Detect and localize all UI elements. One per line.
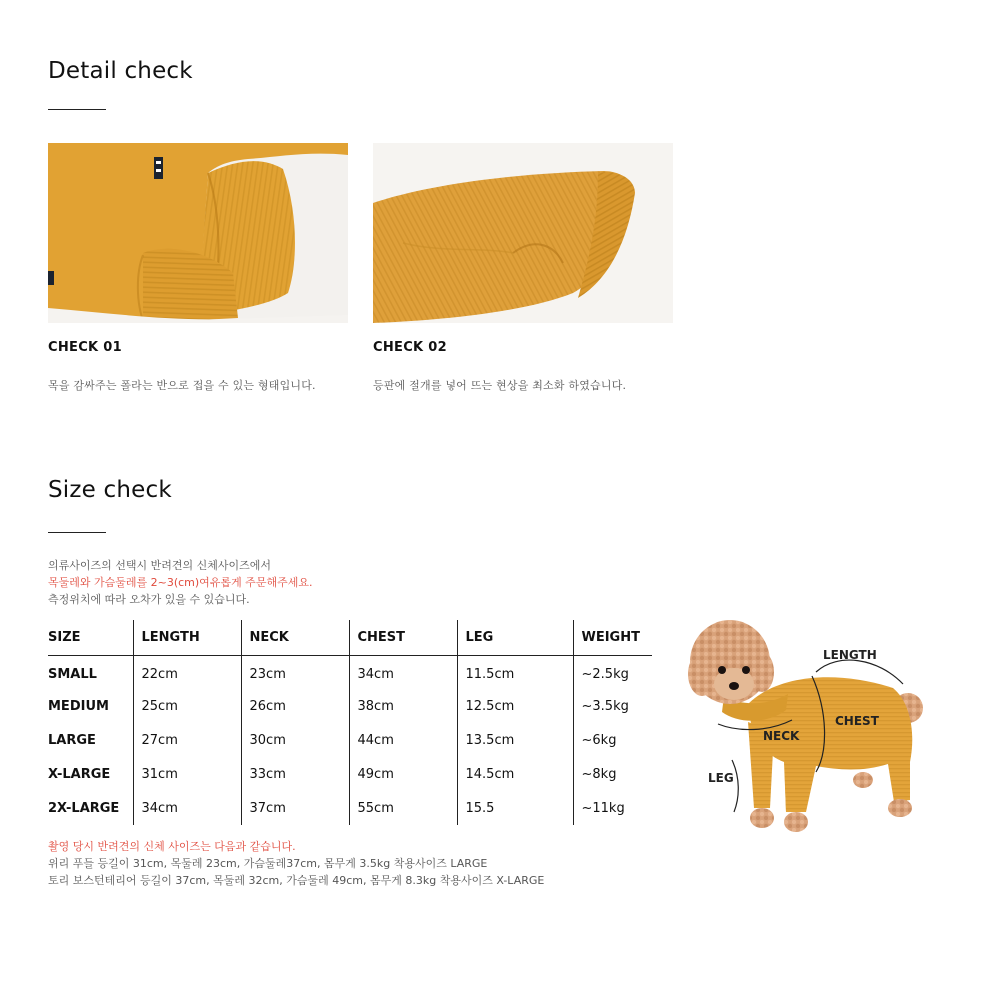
neck-label: NECK — [763, 729, 800, 743]
chest-cell: 49cm — [349, 757, 457, 791]
model-note-line-2: 위리 푸들 등길이 31cm, 목둘레 23cm, 가슴둘레37cm, 몸무게 3.5kg 착용사이즈 LARGE — [48, 857, 488, 870]
table-row — [48, 757, 652, 791]
table-row — [48, 689, 652, 723]
weight-cell: ~11kg — [581, 800, 625, 816]
table-row — [48, 655, 652, 689]
weight-cell: ~6kg — [581, 732, 617, 748]
leg-cell: 12.5cm — [457, 689, 573, 723]
leg-label: LEG — [708, 771, 734, 785]
header-leg: LEG — [457, 620, 573, 655]
measurement-diagram — [688, 612, 950, 870]
leg-cell: 13.5cm — [457, 723, 573, 757]
size-cell: MEDIUM — [48, 689, 133, 723]
detail-title-underline — [48, 109, 106, 110]
size-title-underline — [48, 532, 106, 533]
header-chest: CHEST — [349, 620, 457, 655]
check-02-label: CHECK 02 — [373, 340, 447, 355]
check-02-description: 등판에 절개를 넣어 뜨는 현상을 최소화 하였습니다. — [373, 379, 627, 392]
size-table-header — [48, 620, 652, 655]
check-01-description: 목을 감싸주는 폴라는 반으로 접을 수 있는 형태입니다. — [48, 379, 316, 392]
size-intro-line-2: 목둘레와 가슴둘레를 2~3(cm)여유롭게 주문해주세요. — [48, 576, 313, 589]
size-check-title: Size check — [48, 477, 172, 503]
weight-cell: ~2.5kg — [581, 666, 629, 682]
model-size-note — [48, 838, 544, 889]
neck-cell: 37cm — [241, 791, 349, 825]
weight-cell: ~8kg — [581, 766, 617, 782]
length-cell: 34cm — [133, 791, 241, 825]
model-note-line-3: 토리 보스턴테리어 등길이 37cm, 목둘레 32cm, 가슴둘레 49cm, 몸무게 8.3kg 착용사이즈 X-LARGE — [48, 874, 545, 887]
length-cell: 25cm — [133, 689, 241, 723]
length-cell: 27cm — [133, 723, 241, 757]
size-intro-line-3: 측정위치에 따라 오차가 있을 수 있습니다. — [48, 593, 250, 606]
header-length: LENGTH — [133, 620, 241, 655]
neck-cell: 33cm — [241, 757, 349, 791]
weight-cell: ~3.5kg — [581, 698, 629, 714]
size-intro-line-1: 의류사이즈의 선택시 반려견의 신체사이즈에서 — [48, 559, 272, 572]
neck-cell: 23cm — [241, 655, 349, 689]
header-neck: NECK — [241, 620, 349, 655]
size-cell: 2X-LARGE — [48, 791, 133, 825]
neck-cell: 26cm — [241, 689, 349, 723]
table-row — [48, 791, 652, 825]
check-02-photo — [373, 143, 673, 323]
model-note-line-1: 촬영 당시 반려견의 신체 사이즈는 다음과 같습니다. — [48, 840, 296, 853]
length-cell: 22cm — [133, 655, 241, 689]
neck-cell: 30cm — [241, 723, 349, 757]
length-label: LENGTH — [823, 648, 877, 662]
leg-cell: 14.5cm — [457, 757, 573, 791]
size-table — [48, 620, 652, 825]
chest-cell: 44cm — [349, 723, 457, 757]
chest-cell: 38cm — [349, 689, 457, 723]
check-01-photo — [48, 143, 348, 323]
size-cell: LARGE — [48, 723, 133, 757]
table-row — [48, 723, 652, 757]
size-cell: SMALL — [48, 655, 133, 689]
leg-cell: 15.5 — [457, 791, 573, 825]
size-guide-intro — [48, 557, 312, 608]
check-01-label: CHECK 01 — [48, 340, 122, 355]
leg-cell: 11.5cm — [457, 655, 573, 689]
detail-check-title: Detail check — [48, 58, 193, 84]
chest-cell: 55cm — [349, 791, 457, 825]
length-cell: 31cm — [133, 757, 241, 791]
dog-illustration — [688, 612, 950, 870]
chest-cell: 34cm — [349, 655, 457, 689]
chest-label: CHEST — [835, 714, 879, 728]
size-cell: X-LARGE — [48, 757, 133, 791]
header-size: SIZE — [48, 620, 133, 655]
header-weight: WEIGHT — [573, 620, 652, 655]
